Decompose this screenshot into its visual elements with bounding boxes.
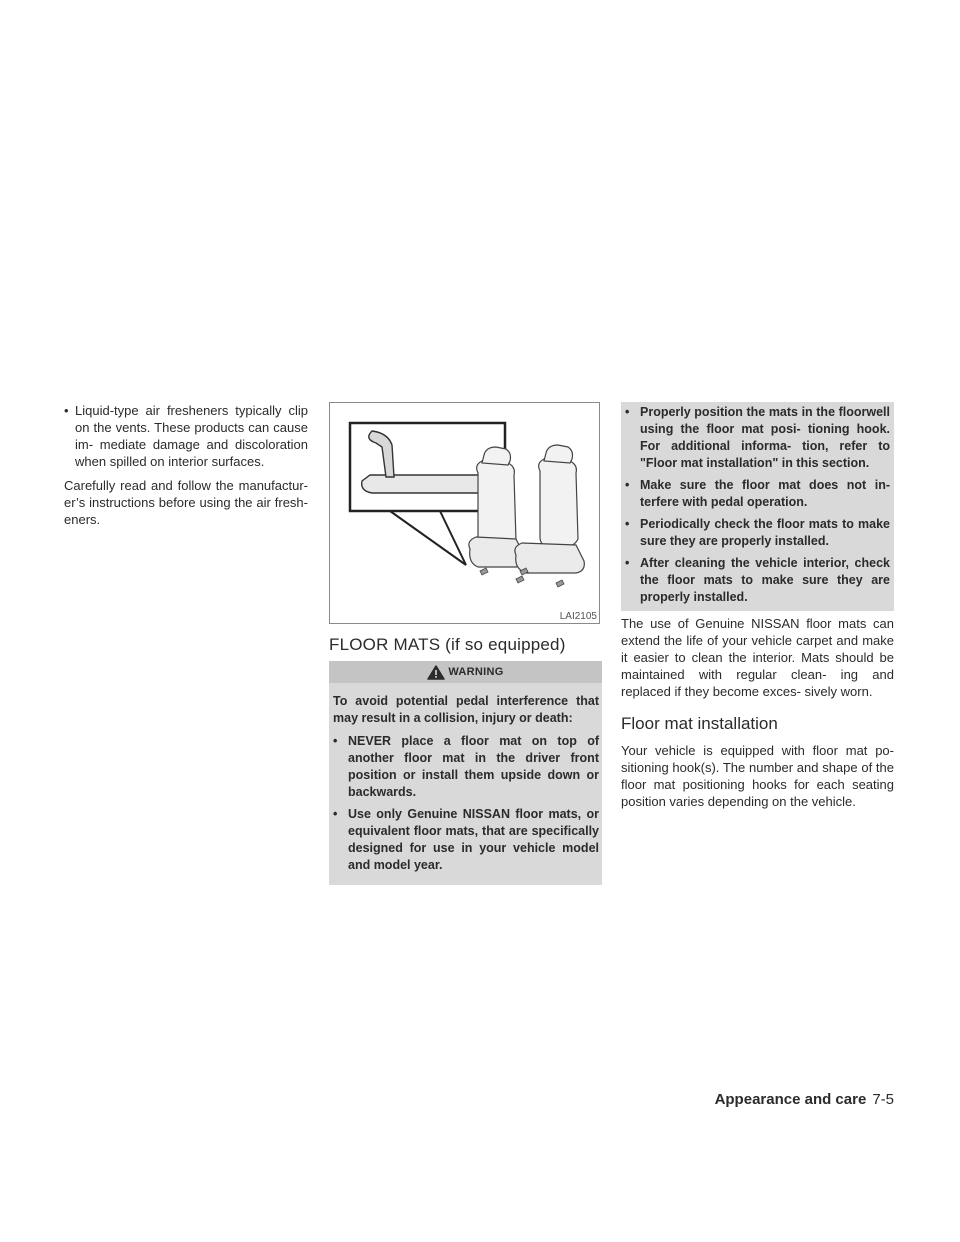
bullet-dot: •: [625, 478, 630, 492]
section-title: FLOOR MATS (if so equipped): [329, 635, 566, 654]
warning-continuation-box: [621, 402, 894, 611]
genuine-mats-paragraph: The use of Genuine NISSAN floor mats can extend the life of your vehicle carpet and make it easier to clean the interior. Mats should be maintained with regular clean- ing and replaced if they become exces- sively worn.: [621, 616, 894, 699]
bullet-dot: •: [64, 403, 69, 418]
bullet-text: Properly position the mats in the floorwell using the floor mat posi- tioning hook. For additional informa- tion, refer to "Floor mat installation" in this section.: [640, 405, 890, 470]
installation-paragraph: Your vehicle is equipped with floor mat po- sitioning hook(s). The number and shape of the floor mat positioning hooks for each seating position varies depending on the vehicle.: [621, 743, 894, 809]
bullet-text: After cleaning the vehicle interior, check the floor mats to make sure they are properly installed.: [640, 556, 890, 604]
chapter-title: Appearance and care: [714, 1091, 867, 1108]
air-freshener-paragraph: Carefully read and follow the manufactur- er’s instructions before using the air fresh- eners.: [64, 478, 308, 527]
left-column: [64, 402, 308, 537]
bullet-dot: •: [333, 734, 338, 748]
bullet-text: NEVER place a floor mat on top of another floor mat in the driver front position or install them upside down or backwards.: [348, 734, 599, 799]
warning-box: [329, 661, 602, 885]
warning-intro: To avoid potential pedal interference that may result in a collision, injury or death:: [333, 694, 599, 725]
bullet-dot: •: [625, 405, 630, 419]
warning-header: [329, 661, 602, 683]
bullet-dot: •: [625, 556, 630, 570]
seat-illustration: [330, 403, 601, 625]
warning-bullet: [333, 733, 599, 801]
figure-code: LAI2105: [559, 611, 597, 622]
page-footer: [715, 1091, 894, 1109]
warning-bullet: [625, 477, 890, 511]
bullet-text: Periodically check the floor mats to make sure they are properly installed.: [640, 517, 890, 548]
pointer-line: [390, 511, 466, 565]
left-headrest: [482, 447, 511, 465]
subsection-title: Floor mat installation: [621, 714, 778, 733]
bullet-dot: •: [625, 517, 630, 531]
mat-edge: [362, 475, 491, 493]
page-number: 7-5: [872, 1091, 894, 1108]
middle-column: [329, 402, 602, 885]
left-seat-back: [477, 461, 516, 549]
warning-label: WARNING: [448, 666, 504, 678]
right-headrest: [544, 445, 573, 463]
warning-bullet: [625, 516, 890, 550]
bullet-text: Make sure the floor mat does not in- terfere with pedal operation.: [640, 478, 890, 509]
bullet-air-fresheners: [64, 402, 308, 470]
warning-bullet: [625, 404, 890, 472]
bullet-text: Liquid-type air fresheners typically clip on the vents. These products can cause im- mediate damage and discoloration when spilled on interior surfaces.: [75, 403, 308, 469]
bullet-text: Use only Genuine NISSAN floor mats, or equivalent floor mats, that are specifically designed for use in your vehicle model and model year.: [348, 807, 599, 872]
floor-mat-figure: [329, 402, 600, 624]
right-seat-back: [539, 459, 578, 547]
bullet-dot: •: [333, 807, 338, 821]
right-column: [621, 402, 894, 810]
warning-bullet: [625, 555, 890, 606]
warning-triangle-icon: [427, 665, 445, 680]
warning-bullet: [333, 806, 599, 874]
warning-body: [329, 683, 602, 885]
